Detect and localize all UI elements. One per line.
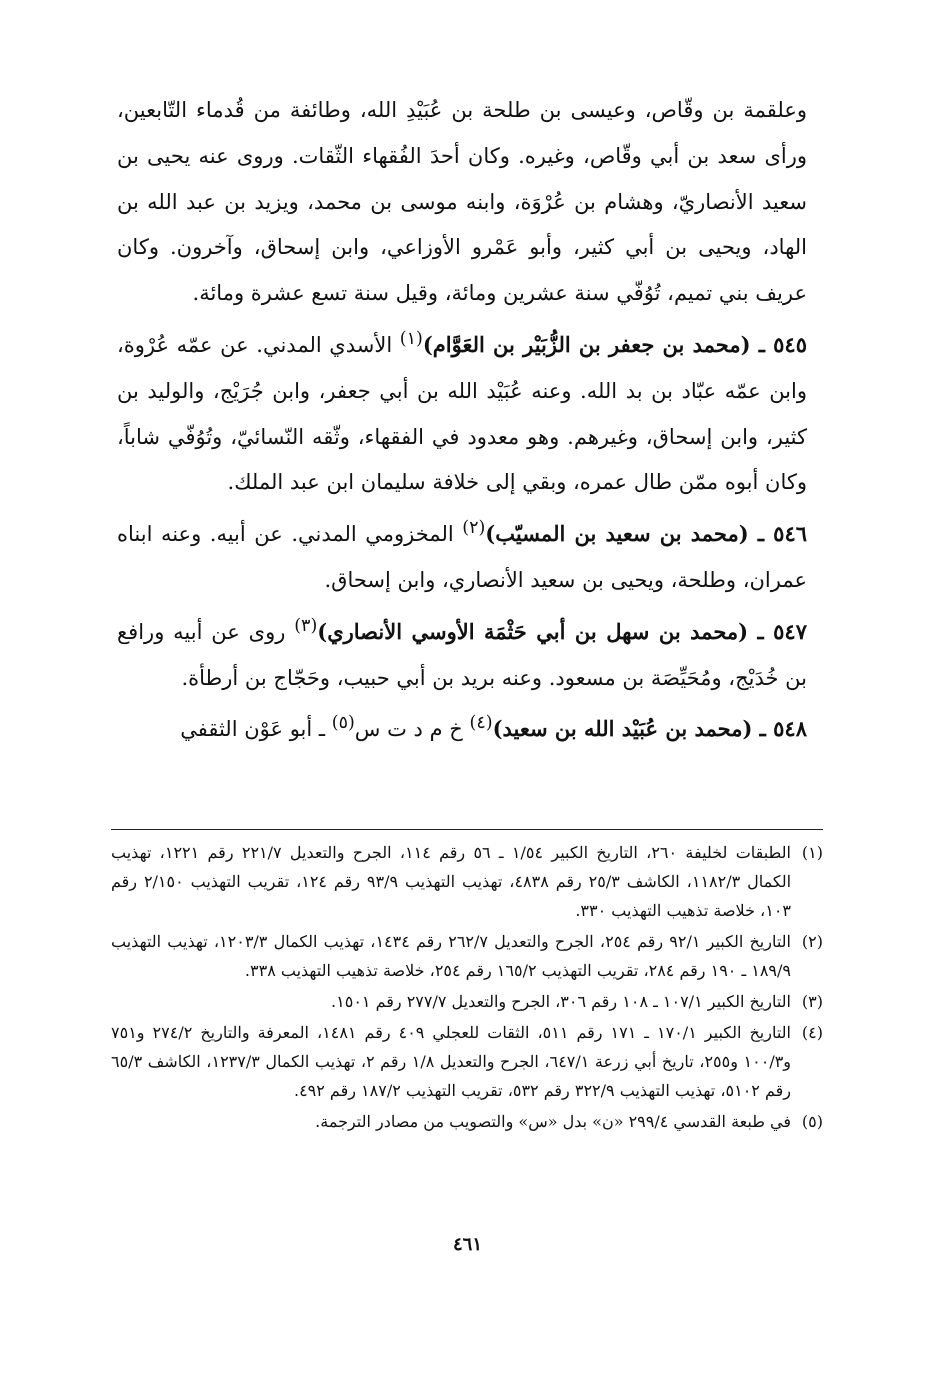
footnote-number: (١): [801, 843, 823, 862]
footnote-number: (٣): [801, 992, 823, 1011]
entry-heading: ٥٤٧ ـ (محمد بن سهل بن أبي حَثْمَة الأوسي الأنصاري): [317, 618, 807, 644]
entry-text: المخزومي المدني. عن أبيه. وعنه ابناه عمران، وطلحة، ويحيى بن سعيد الأنصاري، وابن إسحاق.: [117, 522, 807, 592]
entry-547: [117, 604, 807, 702]
entry-heading: ٥٤٨ ـ (محمد بن عُبَيْد الله بن سعيد): [492, 716, 807, 742]
footnote-item: [111, 987, 823, 1016]
footnote-text: في طبعة القدسي ٢٩٩/٤ «ن» بدل «س» والتصويب من مصادر الترجمة.: [315, 1112, 791, 1131]
footnote-separator: [111, 829, 823, 830]
footnote-ref[interactable]: (٥): [331, 713, 355, 734]
footnote-ref[interactable]: (١): [399, 328, 423, 349]
page-number: ٤٦١: [452, 1234, 482, 1255]
entry-text: روى عن أبيه ورافع بن خُدَيْج، ومُحَيِّصَة بن مسعود. وعنه بريد بن أبي حبيب، وحَجّاج بن أرطأة.: [117, 619, 807, 690]
footnotes: [111, 838, 823, 1138]
footnote-item: [111, 927, 823, 985]
footnote-text: التاريخ الكبير ١٧٠/١ ـ ١٧١ رقم ٥١١، الثقات للعجلي ٤٠٩ رقم ١٤٨١، المعرفة والتاريخ ٢٧٤/٢ و٧٥١ و١٠٠/٣ و٢٥٥، تاريخ أبي زرعة ٦٤٧/١، الجرح والتعديل ١/٨ رقم ٢، تهذيب الكمال ١٢٣٧/٣، الكاشف ٦٥/٣ رقم ٥١٠٢، تهذيب التهذيب ٣٢٢/٩ رقم ٥٣٢، تقريب التهذيب ١٨٧/٢ رقم ٤٩٢.: [111, 1023, 792, 1100]
entry-text: ـ أبو عَوْن الثقفي: [180, 717, 332, 742]
footnote-ref[interactable]: (٢): [462, 518, 486, 539]
footnote-item: [111, 838, 823, 925]
footnote-text: التاريخ الكبير ٩٢/١ رقم ٢٥٤، الجرح والتعديل ٢٦٢/٧ رقم ١٤٣٤، تهذيب الكمال ١٢٠٣/٣، تهذيب التهذيب ١٨٩/٩ ـ ١٩٠ رقم ٢٨٤، تقريب التهذيب ١٦٥/٢ رقم ٢٥٤، خلاصة تذهيب التهذيب ٣٣٨.: [111, 932, 792, 980]
footnote-text: الطبقات لخليفة ٢٦٠، التاريخ الكبير ١/٥٤ ـ ٥٦ رقم ١١٤، الجرح والتعديل ٢٢١/٧ رقم ١٢٢١، تهذيب الكمال ١١٨٢/٣، الكاشف ٢٥/٣ رقم ٤٨٣٨، تهذيب التهذيب ٩٣/٩ رقم ١٢٤، تقريب التهذيب ٢/١٥٠ رقم ١٠٣، خلاصة تذهيب التهذيب ٣٣٠.: [111, 843, 792, 920]
footnote-number: (٢): [801, 932, 823, 951]
footnote-text: التاريخ الكبير ١٠٧/١ ـ ١٠٨ رقم ٣٠٦، الجرح والتعديل ٢٧٧/٧ رقم ١٥٠١.: [331, 992, 791, 1011]
entry-heading: ٥٤٦ ـ (محمد بن سعيد بن المسيّب): [485, 521, 808, 547]
entry-548: [117, 701, 807, 753]
footnote-number: (٥): [801, 1112, 823, 1131]
entry-545: [117, 317, 807, 506]
entry-heading: ٥٤٥ ـ (محمد بن جعفر بن الزُّبَيْر بن العَوَّام): [422, 331, 807, 357]
footnote-item: [111, 1107, 823, 1136]
entry-546: [117, 506, 807, 604]
footnote-item: [111, 1018, 823, 1105]
footnote-number: (٤): [801, 1023, 823, 1042]
footnote-ref[interactable]: (٣): [294, 615, 318, 636]
entry-text: الأسدي المدني. عن عمّه عُرْوة، وابن عمّه عبّاد بن بد الله. وعنه عُبَيْد الله بن أبي جعفر، وابن جُرَيْج، والوليد بن كثير، وابن إسحاق، وغيرهم. وهو معدود في الفقهاء، وثّقه النّسائيّ، وتُوُفّي شاباً، وكان أبوه ممّن طال عمره، وبقي إلى خلافة سليمان ابن عبد الملك.: [117, 332, 807, 495]
main-text: [117, 88, 807, 753]
footnote-ref[interactable]: (٤): [469, 713, 493, 734]
entry-text: خ م د ت س: [354, 717, 470, 742]
intro-paragraph: وعلقمة بن وقّاص، وعيسى بن طلحة بن عُبَيْدِ الله، وطائفة من قُدماء التّابعين، ورأى سعد بن أبي وقّاص، وغيره. وكان أحدَ الفُقهاء الثّقات. وروى عنه يحيى بن سعيد الأنصاريّ، وهشام بن عُرْوَة، وابنه موسى بن محمد، ويزيد بن عبد الله بن الهاد، ويحيى بن أبي كثير، وأبو عَمْرو الأوزاعي، وابن إسحاق، وآخرون. وكان عريف بني تميم، تُوُفّي سنة عشرين ومائة، وقيل سنة تسع عشرة ومائة.: [117, 98, 807, 306]
